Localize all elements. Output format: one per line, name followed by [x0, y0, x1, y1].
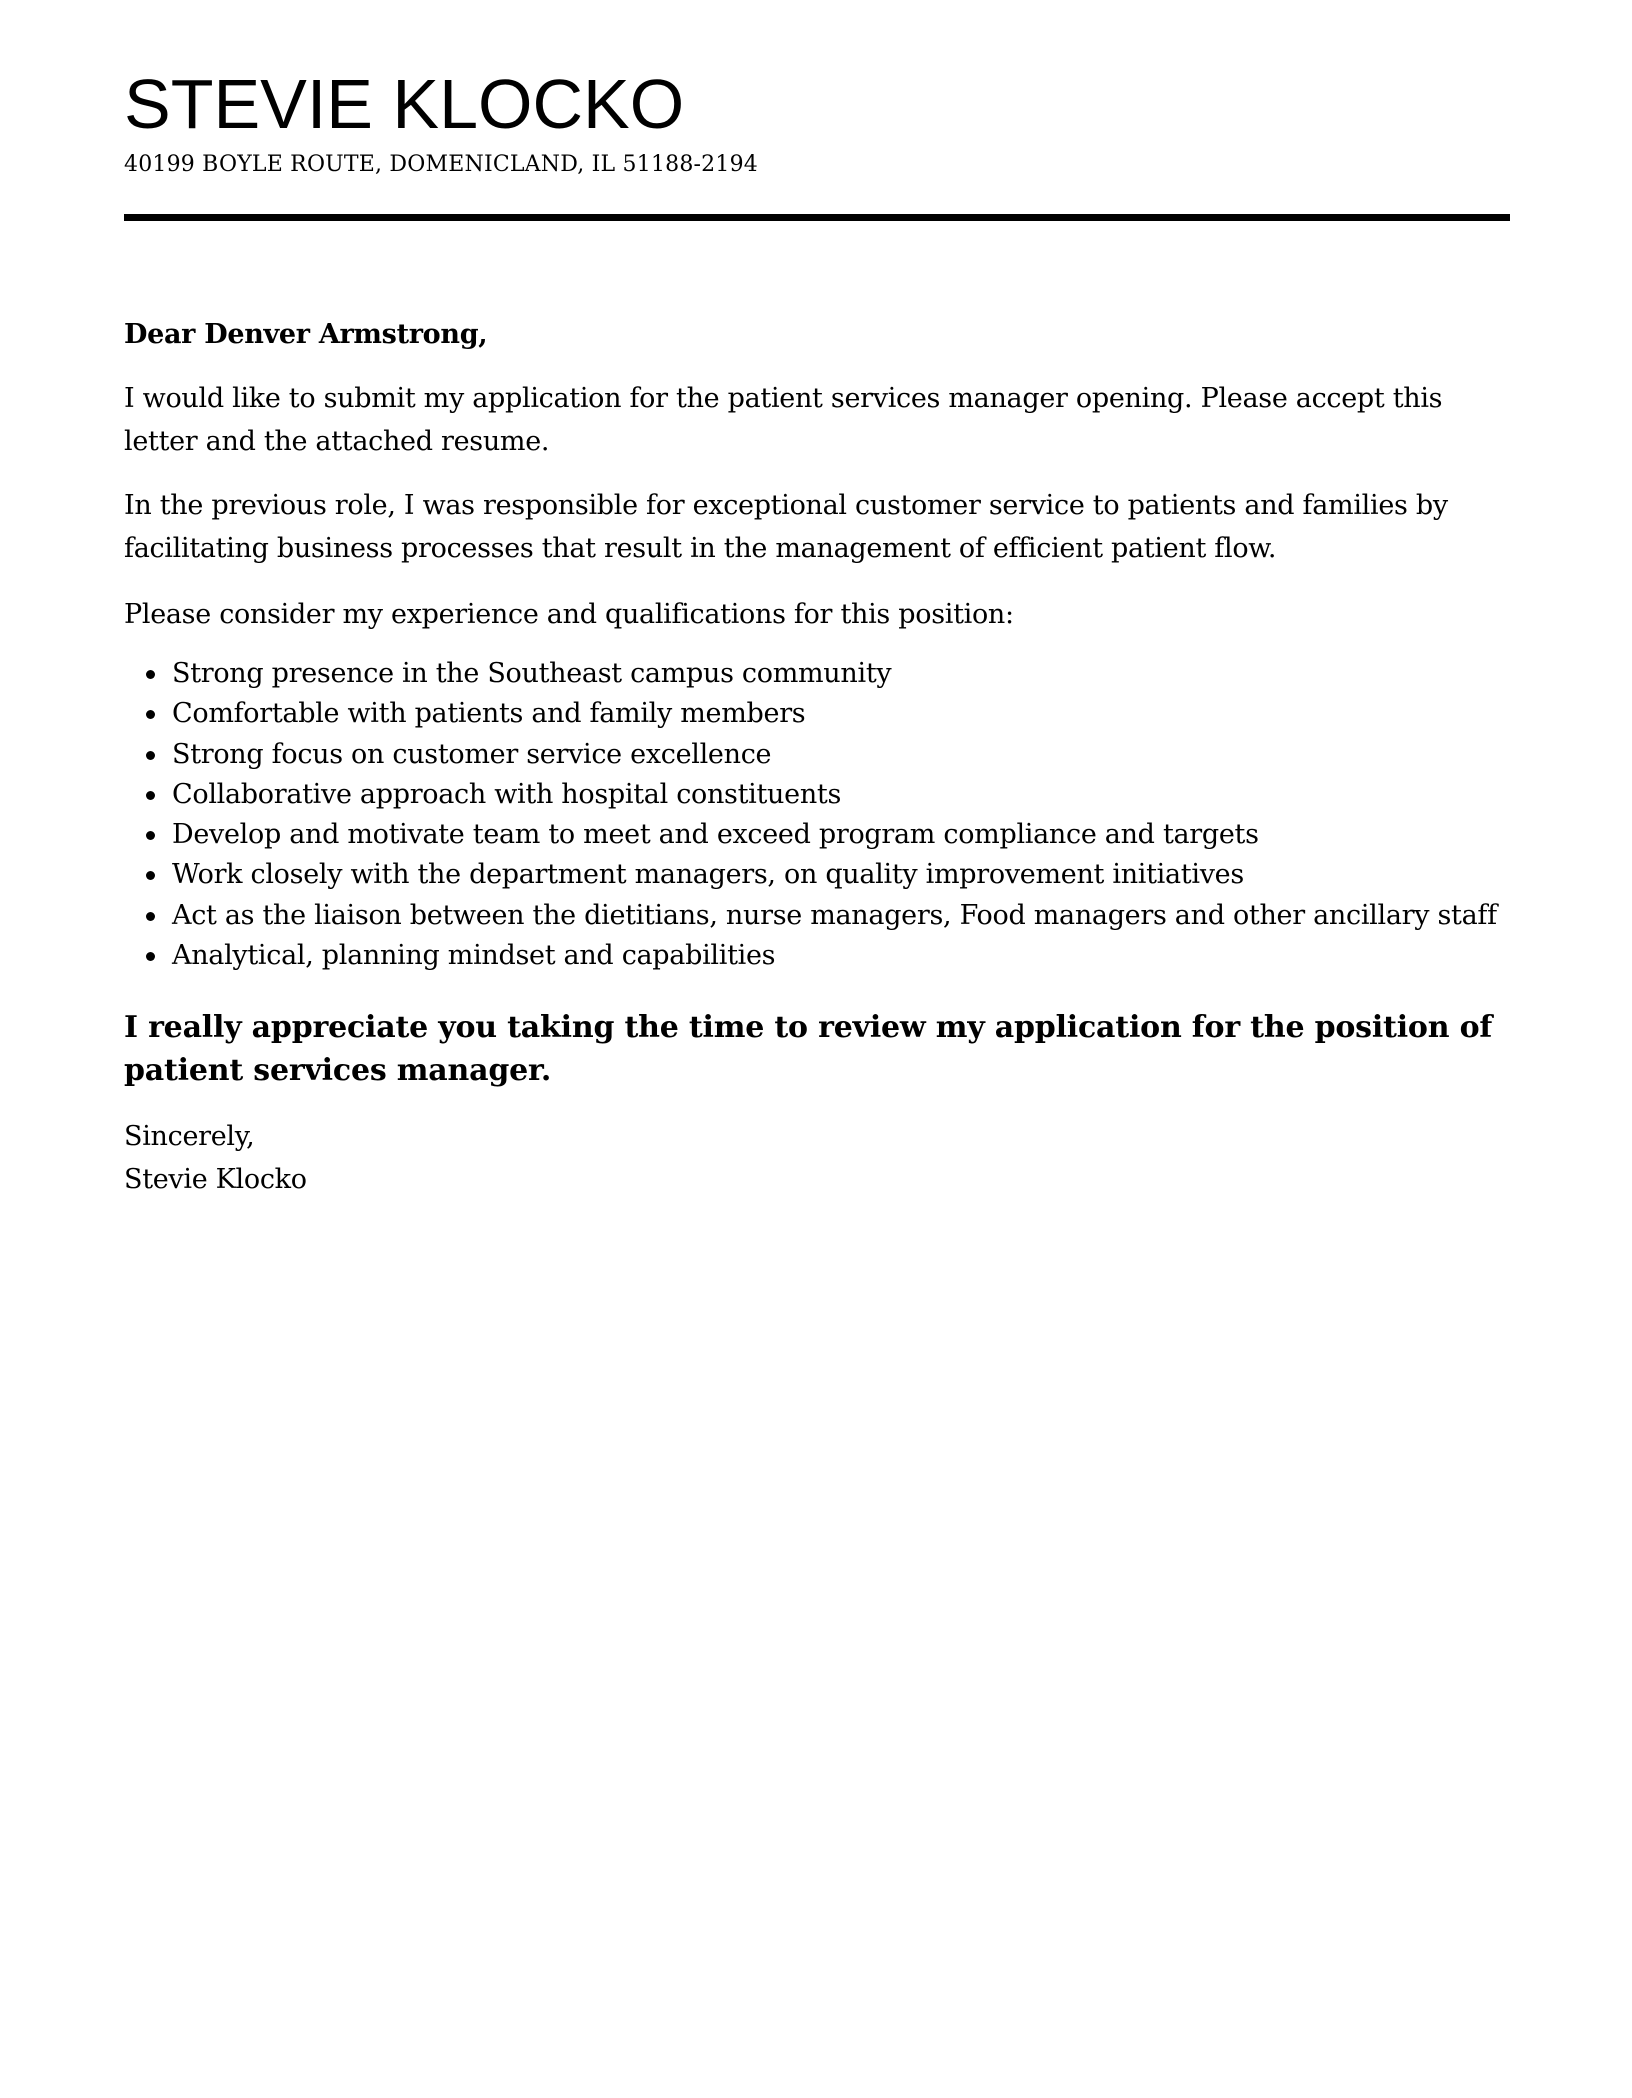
paragraph-intro: I would like to submit my application for the patient services manager opening. Please accept this letter and the attached resume.	[124, 383, 1443, 457]
greeting: Dear Denver Armstrong,	[124, 319, 488, 350]
list-item	[172, 815, 1510, 855]
header-divider	[124, 214, 1510, 221]
list-item	[172, 654, 1510, 694]
cover-letter-page	[124, 62, 1510, 1201]
bullet-icon	[146, 710, 155, 719]
qualifications-list	[124, 654, 1510, 976]
list-item-text: Strong focus on customer service excellence	[172, 738, 772, 770]
list-item	[172, 735, 1510, 775]
list-item-text: Collaborative approach with hospital constituents	[172, 778, 842, 810]
bullet-icon	[146, 871, 155, 880]
applicant-name: STEVIE KLOCKO	[124, 65, 685, 143]
bullet-icon	[146, 791, 155, 800]
bullet-icon	[146, 952, 155, 961]
list-item-text: Comfortable with patients and family members	[172, 698, 806, 730]
bullet-icon	[146, 831, 155, 840]
signoff-block	[124, 1115, 1510, 1201]
list-item-text: Analytical, planning mindset and capabilities	[172, 940, 776, 972]
bullet-icon	[146, 670, 155, 679]
signature-name: Stevie Klocko	[124, 1164, 307, 1196]
list-item-text: Act as the liaison between the dietitians, nurse managers, Food managers and other ancillary staff	[172, 899, 1497, 931]
list-item-text: Develop and motivate team to meet and exceed program compliance and targets	[172, 819, 1259, 851]
bullet-icon	[146, 751, 155, 760]
list-item	[172, 936, 1510, 976]
paragraph-experience: In the previous role, I was responsible for exceptional customer service to patients and families by facilitating business processes that result in the management of efficient patient flow.	[124, 490, 1448, 564]
closing-statement: I really appreciate you taking the time to review my application for the position of patient services manager.	[124, 1010, 1493, 1089]
list-item-text: Strong presence in the Southeast campus community	[172, 658, 892, 689]
list-item	[172, 855, 1510, 895]
applicant-address: 40199 BOYLE ROUTE, DOMENICLAND, IL 51188-2194	[124, 152, 758, 177]
list-item	[172, 694, 1510, 734]
letter-body	[124, 313, 1510, 1201]
signoff: Sincerely,	[124, 1121, 255, 1153]
list-item-text: Work closely with the department managers, on quality improvement initiatives	[172, 859, 1244, 891]
bullet-icon	[146, 912, 155, 921]
list-item	[172, 775, 1510, 815]
paragraph-qualifications-lead: Please consider my experience and qualifications for this position:	[124, 599, 1014, 630]
list-item	[172, 896, 1510, 936]
